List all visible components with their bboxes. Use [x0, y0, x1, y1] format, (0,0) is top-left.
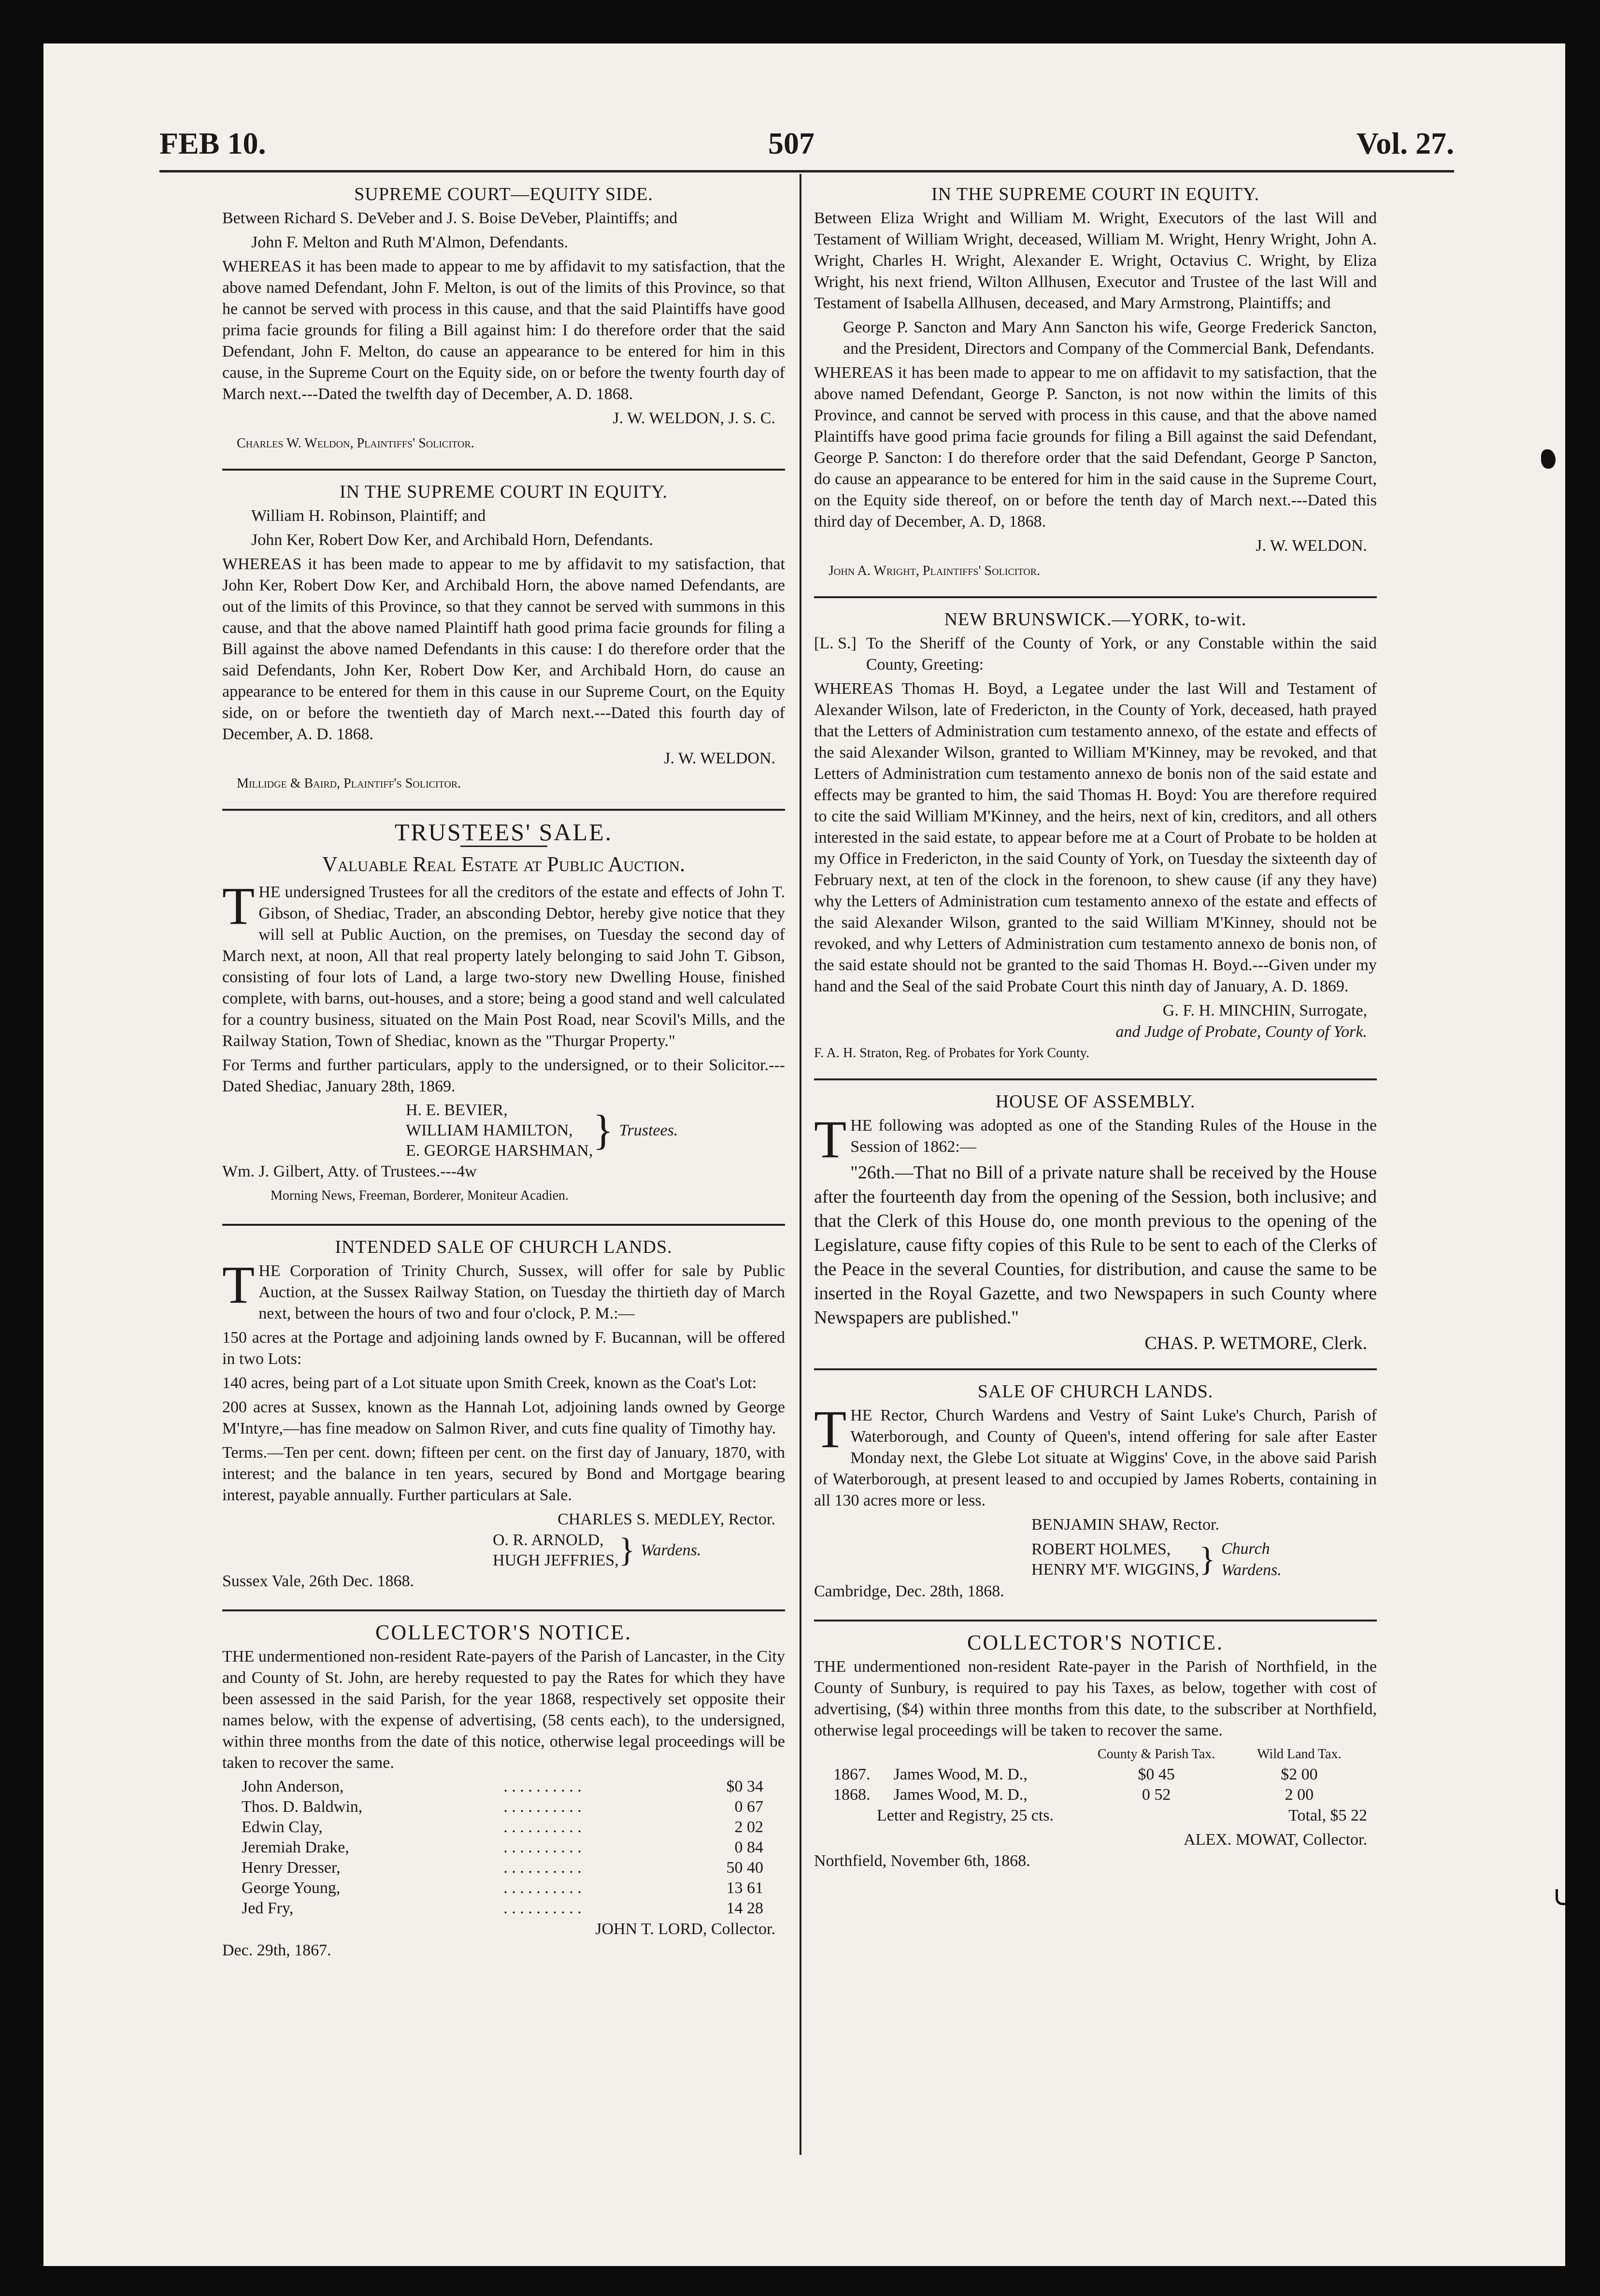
notice-subtitle: Valuable Real Estate at Public Auction. — [322, 852, 686, 876]
rate-amount: 13 61 — [726, 1879, 763, 1897]
table-row — [237, 1777, 768, 1797]
leader-dots: . . . . . . . . . . — [503, 1838, 582, 1856]
ratepayer-name: Henry Dresser, — [242, 1859, 341, 1877]
seal-mark: [L. S.] — [814, 634, 857, 652]
notice-supreme-court-deveber — [222, 184, 785, 454]
title-rule — [460, 846, 547, 847]
brace: } — [593, 1107, 614, 1154]
rate-amount: 14 28 — [726, 1899, 763, 1917]
ratepayer-name: Jeremiah Drake, — [242, 1838, 349, 1856]
notice-title: COLLECTOR'S NOTICE. — [375, 1621, 632, 1644]
notice-supreme-court-wright — [814, 184, 1377, 582]
notice-date: Northfield, November 6th, 1868. — [814, 1852, 1030, 1870]
leader-dots: . . . . . . . . . . — [503, 1899, 582, 1917]
tax-year: 1867. — [833, 1765, 871, 1783]
parties-line: Between Richard S. DeVeber and J. S. Boise DeVeber, Plaintiffs; and — [222, 209, 678, 227]
rate-amount: 0 84 — [734, 1838, 763, 1856]
table-row — [237, 1817, 768, 1837]
letter-registry: Letter and Registry, 25 cts. — [877, 1807, 1054, 1824]
solicitor: John A. Wright, Plaintiffs' Solicitor. — [829, 563, 1041, 578]
notice-title: HOUSE OF ASSEMBLY. — [995, 1091, 1196, 1112]
registrar: F. A. H. Straton, Reg. of Probates for York County. — [814, 1046, 1089, 1061]
signature: CHAS. P. WETMORE, Clerk. — [1144, 1333, 1367, 1353]
signature: J. W. WELDON. — [1256, 537, 1367, 555]
ratepayer-name: Edwin Clay, — [242, 1818, 323, 1836]
notice-body: HE following was adopted as one of the Standing Rules of the House in the Session of 1862:— — [850, 1117, 1377, 1156]
ratepayer-name: Thos. D. Baldwin, — [242, 1798, 363, 1816]
notice-title: SALE OF CHURCH LANDS. — [977, 1381, 1214, 1402]
notice-body: THE undermentioned non-resident Rate-payer in the Parish of Northfield, in the County of Sunbury, is required to pay his Taxes, as below, together with cost of advertising, ($4) within three months from this date, to the subscriber at Northfield, otherwise legal proceedings will be taken to recover the same. — [814, 1658, 1377, 1739]
notice-body-terms: For Terms and further particulars, apply to the undersigned, or to their Solicitor.---Dated Shediac, January 28th, 1869. — [222, 1056, 785, 1095]
section-rule — [222, 1609, 785, 1611]
ink-blot — [1541, 449, 1556, 469]
right-column — [814, 184, 1377, 1886]
parish-tax: $0 45 — [1138, 1765, 1175, 1783]
notice-title: COLLECTOR'S NOTICE. — [967, 1631, 1224, 1654]
wardens-label: Church — [1221, 1540, 1270, 1558]
wild-land-tax: 2 00 — [1285, 1786, 1314, 1804]
wardens-label: Wardens. — [641, 1541, 701, 1559]
lot-description: 140 acres, being part of a Lot situate upon Smith Creek, known as the Coat's Lot: — [222, 1374, 757, 1392]
solicitor: Millidge & Baird, Plaintiff's Solicitor. — [237, 776, 461, 791]
notice-collector-lancaster — [222, 1622, 785, 1961]
table-header-row — [829, 1744, 1360, 1765]
table-row — [829, 1765, 1360, 1785]
parties-line: John F. Melton and Ruth M'Almon, Defendants. — [251, 233, 568, 251]
table-row — [829, 1785, 1360, 1805]
brace: } — [1199, 1541, 1215, 1578]
notice-date: Dec. 29th, 1867. — [222, 1941, 331, 1959]
ratepayer-name: George Young, — [242, 1879, 341, 1897]
signature: J. W. WELDON. — [664, 749, 775, 767]
header-rule — [159, 170, 1454, 172]
lot-description: 200 acres at Sussex, known as the Hannah Lot, adjoining lands owned by George M'Intyre,—has fine meadow on Salmon River, and cuts fine quality of Timothy hay. — [222, 1398, 785, 1437]
wardens-label: Wardens. — [1221, 1561, 1282, 1579]
column-header: County & Parish Tax. — [1098, 1747, 1215, 1762]
warden-name: HUGH JEFFRIES, — [493, 1551, 619, 1569]
left-column — [222, 184, 785, 1976]
lot-description: 150 acres at the Portage and adjoining lands owned by F. Bucannan, will be offered in two Lots: — [222, 1329, 785, 1368]
signature-title: and Judge of Probate, County of York. — [1115, 1023, 1367, 1041]
notice-collector-northfield — [814, 1632, 1377, 1872]
rate-amount: 0 67 — [734, 1798, 763, 1816]
notice-date: Cambridge, Dec. 28th, 1868. — [814, 1582, 1004, 1600]
notice-date: Sussex Vale, 26th Dec. 1868. — [222, 1572, 414, 1590]
rate-amount: 2 02 — [734, 1818, 763, 1836]
section-rule — [814, 1620, 1377, 1622]
standing-rule: "26th.—That no Bill of a private nature shall be received by the House after the fourteenth day from the opening of the Session, both inclusive; and that the Clerk of this House do, one month previous to the opening of the Legislature, cause fifty copies of this Rule to be sent to each of the Clerks of the Peace in the several Counties, for distribution, and cause the same to be inserted in the Royal Gazette, and two Newspapers in such County where Newspapers are published." — [814, 1162, 1377, 1328]
signature: ALEX. MOWAT, Collector. — [1184, 1831, 1367, 1849]
leader-dots: . . . . . . . . . . — [503, 1798, 582, 1816]
notice-body: WHEREAS it has been made to appear to me on affidavit to my satisfaction, that the above named Defendant, George P. Sancton, is not now within the limits of this Province, and cannot be served with process in this cause, and that the above named Plaintiffs have good prima facie grounds for filing a Bill against the said Defendant, George P. Sancton: I do therefore order that the said Defendant, George P Sancton, do cause an appearance to be entered for him in the said cause in the Supreme Court, on the Equity side thereof, on or before the tenth day of March next.---Dated this third day of December, A. D, 1868. — [814, 364, 1377, 531]
newspapers: Morning News, Freeman, Borderer, Moniteur Acadien. — [271, 1188, 569, 1203]
gazette-page — [43, 43, 1565, 2266]
brace: } — [618, 1532, 635, 1569]
wardens-block — [814, 1538, 1377, 1581]
warden-name: ROBERT HOLMES, — [1031, 1540, 1171, 1558]
notice-house-of-assembly — [814, 1091, 1377, 1354]
section-rule — [222, 469, 785, 471]
notice-trustees-sale — [222, 818, 785, 1209]
notice-title: TRUSTEES' SALE. — [394, 818, 613, 846]
table-row — [237, 1797, 768, 1817]
trustee-name: E. GEORGE HARSHMAN, — [406, 1142, 593, 1160]
table-row — [237, 1837, 768, 1858]
signature: J. W. WELDON, J. S. C. — [613, 409, 775, 427]
address-line: To the Sheriff of the County of York, or any Constable within the said County, Greeting: — [866, 634, 1377, 674]
notice-probate-york — [814, 609, 1377, 1064]
tax-year: 1868. — [833, 1786, 871, 1804]
parties: Between Eliza Wright and William M. Wright, Executors of the last Will and Testament of William Wright, deceased, William M. Wright, Henry Wright, John A. Wright, Charles H. Wright, Alexander E. Wright, Octavius C. Wright, by Eliza Wright, his next friend, Wilton Allhusen, Executor and Trustee of the last Will and Testament of Isabella Allhusen, deceased, and Mary Armstrong, Plaintiffs; and — [814, 209, 1377, 312]
drop-cap: T — [814, 1400, 847, 1459]
trustee-name: WILLIAM HAMILTON, — [406, 1121, 573, 1139]
taxpayer-name: James Wood, M. D., — [893, 1765, 1028, 1783]
rate-amount: $0 34 — [726, 1778, 763, 1795]
page-header — [159, 116, 1454, 169]
tax-table — [829, 1744, 1360, 1805]
notice-title: IN THE SUPREME COURT IN EQUITY. — [340, 482, 668, 502]
signature: G. F. H. MINCHIN, Surrogate, — [1162, 1002, 1367, 1019]
notice-body: THE undermentioned non-resident Rate-payers of the Parish of Lancaster, in the City and County of St. John, are hereby requested to pay the Rates for which they have been assessed in the said Parish, for the year 1868, respectively set opposite their names below, with the expense of advertising, (58 cents each), to the undersigned, within three months from the date of this notice, otherwise legal proceedings will be taken to recover the same. — [222, 1648, 785, 1772]
section-rule — [222, 809, 785, 811]
terms: Terms.—Ten per cent. down; fifteen per cent. on the first day of January, 1870, with interest; and the balance in ten years, secured by Bond and Mortgage bearing interest, payable annually. Further particulars at Sale. — [222, 1444, 785, 1504]
issue-date: FEB 10. — [159, 126, 266, 160]
notice-body: WHEREAS Thomas H. Boyd, a Legatee under the last Will and Testament of Alexander Wilson, late of Fredericton, in the County of York, deceased, hath prayed that the Letters of Administration cum testamento annexo, of the estate and effects of the said Alexander Wilson, granted to William M'Kinney, may be revoked, and that Letters of Administration cum testamento annexo de bonis non of the said estate and effects may be granted to him, the said Thomas H. Boyd: You are therefore required to cite the said William M'Kinney, and the heirs, next of kin, creditors, and all others interested in the said estate, to appear before me at a Court of Probate to be holden at my Office in Fredericton, in the said County of York, on Tuesday the sixteenth day of February next, at ten of the clock in the forenoon, to shew cause (if any they have) why the Letters of Administration cum testamento annexo of the estate and effects of the said Alexander Wilson, granted to the said William M'Kinney, should not be revoked, and why Letters of Administration cum testamento annexo de bonis non, of the said estate should not be granted to the said Thomas H. Boyd.---Given under my hand and the Seal of the said Probate Court this ninth day of January, A. D. 1869. — [814, 680, 1377, 995]
trustees-block — [222, 1100, 785, 1161]
leader-dots: . . . . . . . . . . — [503, 1778, 582, 1795]
leader-dots: . . . . . . . . . . — [503, 1859, 582, 1877]
notice-body: HE Corporation of Trinity Church, Sussex, will offer for sale by Public Auction, at the Sussex Railway Station, on Tuesday the thirtieth day of March next, between the hours of two and four o'clock, P. M.:— — [258, 1262, 785, 1322]
notice-body: HE undersigned Trustees for all the creditors of the estate and effects of John T. Gibson, of Shediac, Trader, an absconding Debtor, hereby give notice that they will sell at Public Auction, on the premises, on Tuesday the second day of March next, at noon, All that real property lately belonging to said John T. Gibson, consisting of four lots of Land, a large two-story new Dwelling House, finished complete, with barns, out-houses, and a store; being a good stand and well calculated for a country business, situated on the Main Post Road, near Scovil's Mills, and the Railway Station, Town of Shediac, known as the "Thurgar Property." — [222, 883, 785, 1050]
notice-supreme-court-robinson — [222, 481, 785, 794]
total: Total, $5 22 — [1288, 1807, 1367, 1824]
parish-tax: 0 52 — [1142, 1786, 1171, 1804]
column-header: Wild Land Tax. — [1257, 1747, 1342, 1762]
notice-title: NEW BRUNSWICK.—YORK, to-wit. — [944, 609, 1247, 630]
trustee-name: H. E. BEVIER, — [406, 1101, 508, 1119]
signature: JOHN T. LORD, Collector. — [595, 1920, 775, 1938]
notice-title: INTENDED SALE OF CHURCH LANDS. — [335, 1237, 672, 1257]
section-rule — [814, 596, 1377, 598]
table-row — [237, 1878, 768, 1898]
ratepayers-table — [237, 1777, 768, 1919]
notice-body: HE Rector, Church Wardens and Vestry of Saint Luke's Church, Parish of Waterborough, and County of Queen's, intend offering for sale after Easter Monday next, the Glebe Lot situate at Wiggins' Cove, in the above said Parish of Waterborough, at present leased to and occupied by James Roberts, containing in all 130 acres more or less. — [814, 1406, 1377, 1509]
drop-cap: T — [222, 1255, 255, 1314]
notice-church-lands-sussex — [222, 1236, 785, 1595]
column-divider — [800, 174, 801, 2155]
warden-name: HENRY M'F. WIGGINS, — [1031, 1561, 1200, 1578]
section-rule — [814, 1368, 1377, 1370]
notice-title: IN THE SUPREME COURT IN EQUITY. — [931, 184, 1259, 204]
solicitor: Charles W. Weldon, Plaintiffs' Solicitor. — [237, 436, 474, 451]
leader-dots: . . . . . . . . . . — [503, 1879, 582, 1897]
notice-body: WHEREAS it has been made to appear to me by affidavit to my satisfaction, that the above named Defendant, John F. Melton, is out of the limits of this Province, so that he cannot be served with process in this cause, and that the said Plaintiffs have good prima facie grounds for filing a Bill against him: I do therefore order that the said Defendant, John F. Melton, do cause an appearance to be entered for him in this cause, in the Supreme Court on the Equity side, on or before the twenty fourth day of March next.---Dated the twelfth day of December, A. D. 1868. — [222, 258, 785, 403]
page-number: 507 — [768, 126, 814, 160]
rate-amount: 50 40 — [726, 1859, 763, 1877]
ratepayer-name: Jed Fry, — [242, 1899, 294, 1917]
drop-cap: T — [222, 876, 255, 935]
ratepayer-name: John Anderson, — [242, 1778, 344, 1795]
wardens-block — [222, 1530, 785, 1571]
table-row — [237, 1898, 768, 1919]
trustees-label: Trustees. — [619, 1121, 678, 1139]
leader-dots: . . . . . . . . . . — [503, 1818, 582, 1836]
parties-line: William H. Robinson, Plaintiff; and — [251, 507, 486, 525]
volume-number: Vol. 27. — [1356, 126, 1454, 160]
notice-title: SUPREME COURT—EQUITY SIDE. — [354, 184, 653, 204]
section-rule — [814, 1078, 1377, 1080]
notice-body: WHEREAS it has been made to appear to me by affidavit to my satisfaction, that John Ker, Robert Dow Ker, and Archibald Horn, the above named Defendants, are out of the limits of this Province, so that they cannot be served with summons in this cause, and that the above named Plaintiff hath good prima facie grounds for filing a Bill against the above named Defendants in this cause: I do therefore order that the said Defendants, John Ker, Robert Dow Ker, and Archibald Horn, do cause an appearance to be entered for them in this cause in our Supreme Court, on the Equity side, on or before the twentieth day of March next.---Dated this fourth day of December, A. D. 1868. — [222, 555, 785, 743]
notice-church-lands-waterborough — [814, 1381, 1377, 1605]
warden-name: O. R. ARNOLD, — [493, 1531, 604, 1549]
attorney: Wm. J. Gilbert, Atty. of Trustees.---4w — [222, 1162, 477, 1180]
wild-land-tax: $2 00 — [1281, 1765, 1318, 1783]
ink-blot — [1556, 1889, 1565, 1905]
table-row — [237, 1858, 768, 1878]
drop-cap: T — [814, 1110, 847, 1169]
rector: CHARLES S. MEDLEY, Rector. — [557, 1510, 775, 1528]
parties-line: John Ker, Robert Dow Ker, and Archibald Horn, Defendants. — [251, 531, 653, 549]
rector: BENJAMIN SHAW, Rector. — [1031, 1516, 1219, 1534]
section-rule — [222, 1224, 785, 1226]
parties: George P. Sancton and Mary Ann Sancton his wife, George Frederick Sancton, and the President, Directors and Company of the Commercial Bank, Defendants. — [843, 318, 1377, 358]
taxpayer-name: James Wood, M. D., — [893, 1786, 1028, 1804]
